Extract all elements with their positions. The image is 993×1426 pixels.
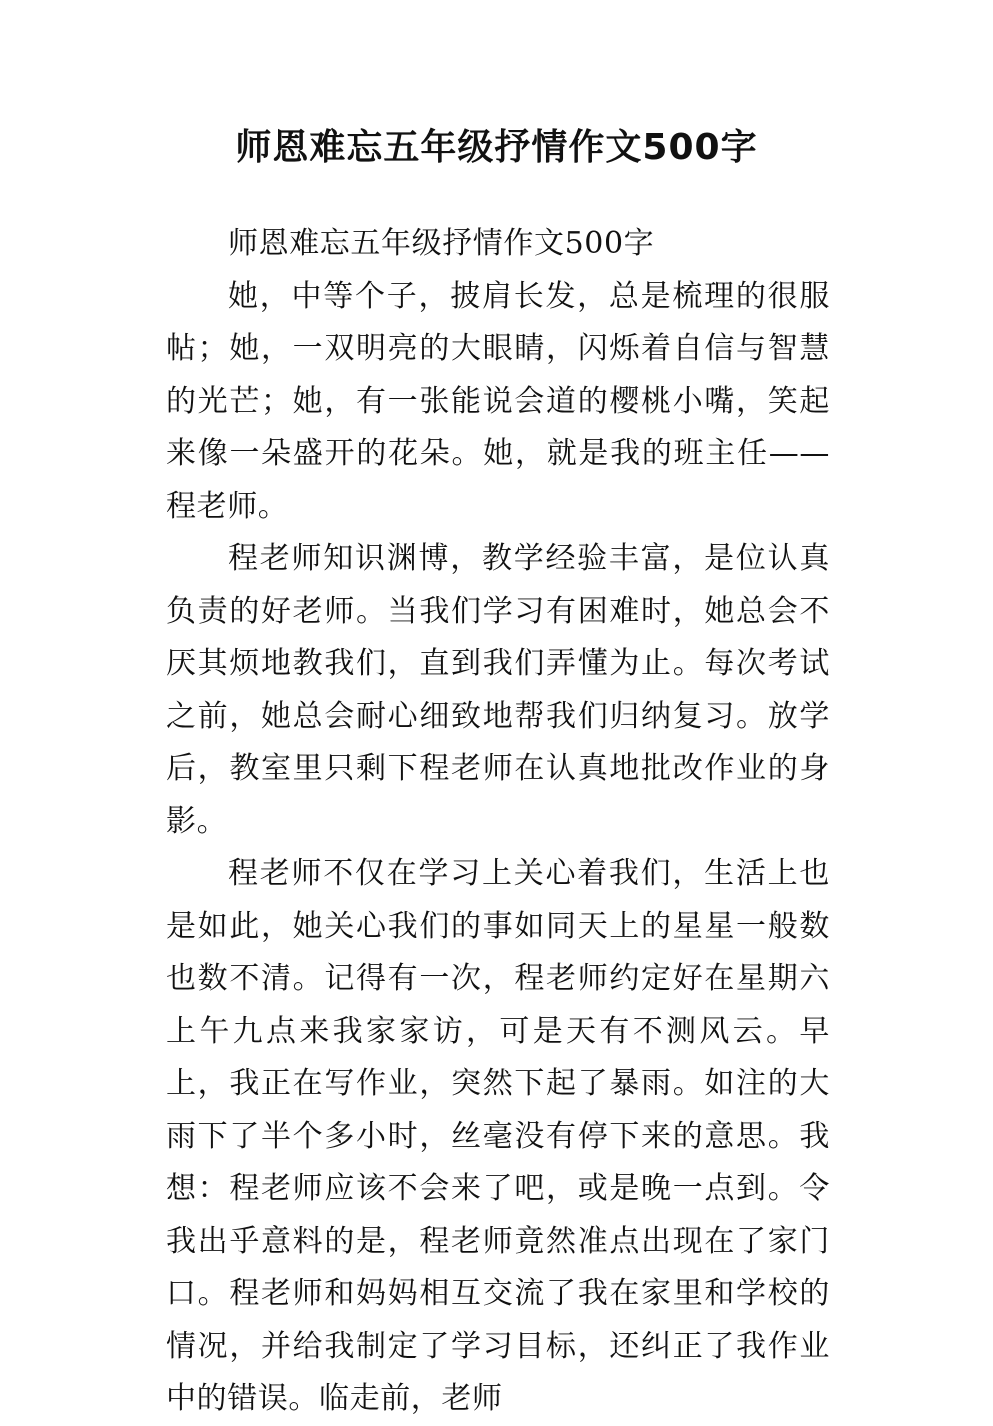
paragraph-home-visit: 程老师不仅在学习上关心着我们，生活上也是如此，她关心我们的事如同天上的星星一般数也数不清。记得有一次，程老师约定好在星期六上午九点来我家家访，可是天有不测风云。早上，我正在写作业，突然下起了暴雨。如注的大雨下了半个多小时，丝毫没有停下来的意思。我想：程老师应该不会来了吧，或是晚一点到。令我出乎意料的是，程老师竟然准点出现在了家门口。程老师和妈妈相互交流了我在家里和学校的情况，并给我制定了学习目标，还纠正了我作业中的错误。临走前，老师 [166, 856, 830, 1416]
paragraph-subtitle: 师恩难忘五年级抒情作文500字 [228, 226, 655, 261]
paragraph-description: 她，中等个子，披肩长发，总是梳理的很服帖；她，一双明亮的大眼睛，闪烁着自信与智慧的光芒；她，有一张能说会道的樱桃小嘴，笑起来像一朵盛开的花朵。她，就是我的班主任——程老师。 [166, 278, 830, 524]
document-title: 师恩难忘五年级抒情作文500字 [235, 127, 758, 168]
document-body [166, 218, 830, 1426]
paragraph-teaching: 程老师知识渊博，教学经验丰富，是位认真负责的好老师。当我们学习有困难时，她总会不厌其烦地教我们，直到我们弄懂为止。每次考试之前，她总会耐心细致地帮我们归纳复习。放学后，教室里只剩下程老师在认真地批改作业的身影。 [166, 541, 830, 839]
